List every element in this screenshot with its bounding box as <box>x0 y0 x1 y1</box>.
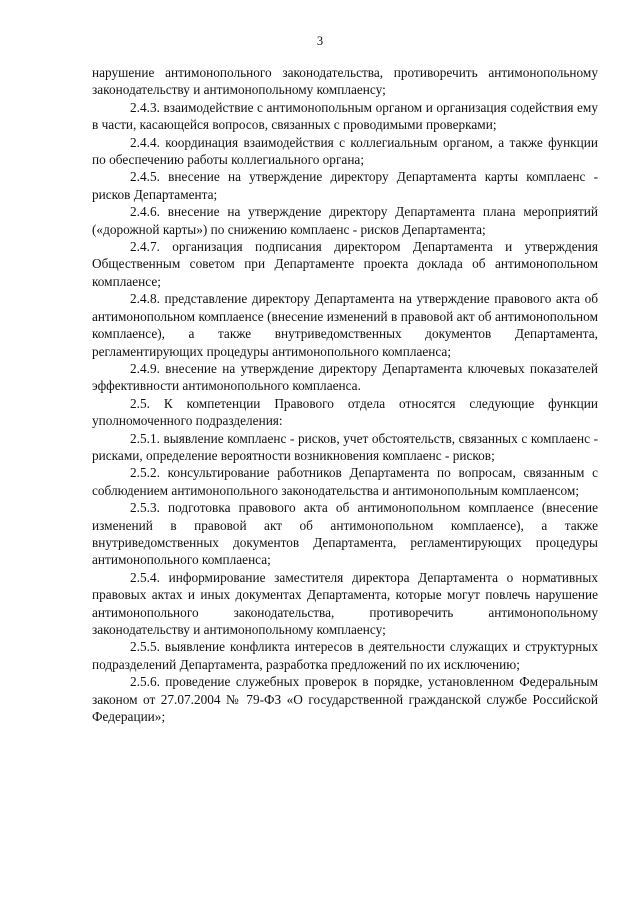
page-number: 3 <box>316 34 324 48</box>
paragraph-2-5-5: 2.5.5. выявление конфликта интересов в деятельности служащих и структурных подразделений Департамента, разработка предложений по их исключению; <box>92 639 598 672</box>
paragraph-2-5-4: 2.5.4. информирование заместителя директора Департамента о нормативных правовых актах и иных документах Департамента, которые могут повлечь нарушение антимонопольного законодательства, противоречить антимонопольному законодательству и антимонопольному комплаенсу; <box>92 569 598 637</box>
paragraph-2-5-6: 2.5.6. проведение служебных проверок в порядке, установленном Федеральным законом от 27.07.2004 № 79-ФЗ «О государственной гражданской службе Российской Федерации»; <box>92 674 598 725</box>
paragraph-2-5-3: 2.5.3. подготовка правового акта об антимонопольном комплаенсе (внесение изменений в правовой акт об антимонопольном комплаенсе), а также внутриведомственных документов Департамента, регламентирующих процедуры антимонопольного комплаенса; <box>92 500 598 568</box>
paragraph-2-4-6: 2.4.6. внесение на утверждение директору Департамента плана мероприятий («дорожной карты») по снижению комплаенс - рисков Департамента; <box>92 204 598 237</box>
paragraph-2-4-5: 2.4.5. внесение на утверждение директору Департамента карты комплаенс - рисков Департамента; <box>92 169 598 202</box>
paragraph-2-4-3: 2.4.3. взаимодействие с антимонопольным органом и организация содействия ему в части, касающейся вопросов, связанных с проводимыми проверками; <box>92 99 598 133</box>
paragraph-2-5-2: 2.5.2. консультирование работников Департамента по вопросам, связанным с соблюдением антимонопольного законодательства и антимонопольным комплаенсом; <box>92 465 598 498</box>
paragraph-2-4-9: 2.4.9. внесение на утверждение директору Департамента ключевых показателей эффективности антимонопольного комплаенса. <box>92 360 598 394</box>
document-body <box>92 64 598 725</box>
paragraph-2-4-7: 2.4.7. организация подписания директором Департамента и утверждения Общественным советом при Департаменте проекта доклада об антимонопольном комплаенсе; <box>92 239 598 289</box>
paragraph-2-5-1: 2.5.1. выявление комплаенс - рисков, учет обстоятельств, связанных с комплаенс - рисками, определение вероятности возникновения комплаенс - рисков; <box>92 430 598 463</box>
paragraph-2-4-8: 2.4.8. представление директору Департамента на утверждение правового акта об антимонопольном комплаенсе (внесение изменений в правовой акт об антимонопольном комплаенсе), а также внутриведомственных документов Департамента, регламентирующих процедуры антимонопольного комплаенса; <box>92 291 598 359</box>
paragraph-continuation: нарушение антимонопольного законодательства, противоречить антимонопольному законодательству и антимонопольному комплаенсу; <box>92 65 598 98</box>
paragraph-2-5: 2.5. К компетенции Правового отдела относятся следующие функции уполномоченного подразделения: <box>92 395 598 429</box>
paragraph-2-4-4: 2.4.4. координация взаимодействия с коллегиальным органом, а также функции по обеспечению работы коллегиального органа; <box>92 134 598 168</box>
